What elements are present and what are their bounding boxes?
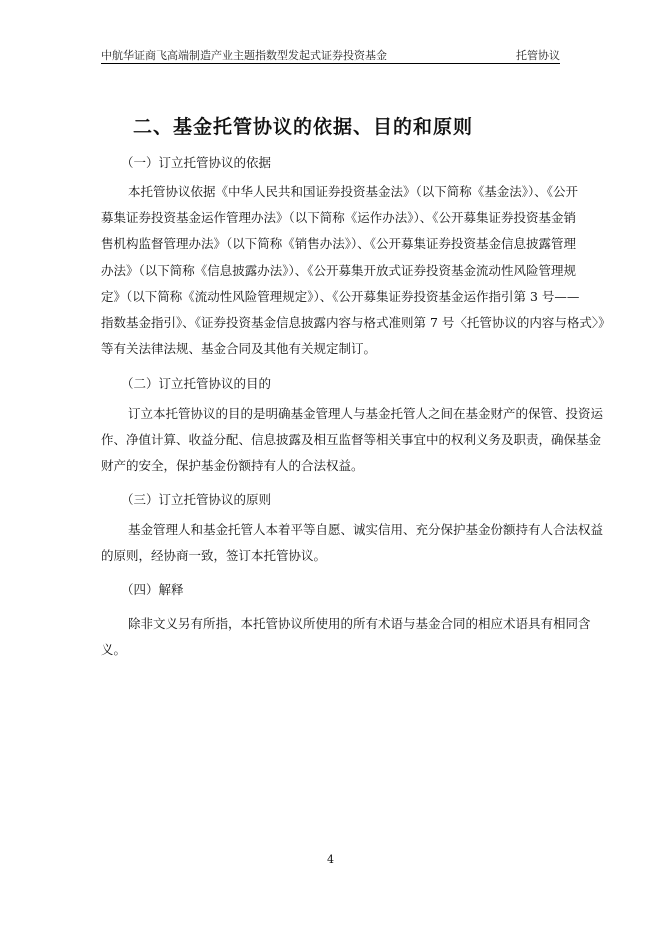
paragraph-line: 作、净值计算、收益分配、信息披露及相互监督等相关事宜中的权利义务及职责，确保基金 <box>101 432 602 447</box>
paragraph-line: 的原则，经协商一致，签订本托管协议。 <box>101 548 327 563</box>
header-fund-name: 中航华证商飞高端制造产业主题指数型发起式证券投资基金 <box>101 49 387 62</box>
paragraph-line: 订立本托管协议的目的是明确基金管理人与基金托管人之间在基金财产的保管、投资运 <box>128 406 604 421</box>
paragraph-line: 办法》（以下简称《信息披露办法》）、《公开募集开放式证券投资基金流动性风险管理规 <box>101 263 577 278</box>
paragraph-line: 指数基金指引》、《证券投资基金信息披露内容与格式准则第 7 号〈托管协议的内容与格式〉》 <box>101 315 611 330</box>
header-rule <box>101 63 560 64</box>
paragraph-line: 财产的安全，保护基金份额持有人的合法权益。 <box>101 458 364 473</box>
paragraph-line: 等有关法律法规、基金合同及其他有关规定制订。 <box>101 341 377 356</box>
page-number: 4 <box>327 853 334 866</box>
paragraph-line: 义。 <box>101 642 127 657</box>
subsection-heading: （四）解释 <box>121 582 184 597</box>
section-title: 二、基金托管协议的依据、目的和原则 <box>133 116 474 138</box>
paragraph-line: 定》（以下简称《流动性风险管理规定》）、《公开募集证券投资基金运作指引第 3 号—— <box>101 289 580 304</box>
subsection-heading: （二）订立托管协议的目的 <box>121 376 272 391</box>
paragraph-line: 售机构监督管理办法》（以下简称《销售办法》）、《公开募集证券投资基金信息披露管理 <box>101 236 577 251</box>
subsection-heading: （三）订立托管协议的原则 <box>121 492 272 507</box>
paragraph-line: 募集证券投资基金运作管理办法》（以下简称《运作办法》）、《公开募集证券投资基金销 <box>101 210 577 225</box>
paragraph-line: 基金管理人和基金托管人本着平等自愿、诚实信用、充分保护基金份额持有人合法权益 <box>128 522 604 537</box>
header-doc-type: 托管协议 <box>516 49 560 62</box>
paragraph-line: 除非文义另有所指，本托管协议所使用的所有术语与基金合同的相应术语具有相同含 <box>128 616 591 631</box>
paragraph-line: 本托管协议依据《中华人民共和国证券投资基金法》（以下简称《基金法》）、《公开 <box>128 184 579 199</box>
subsection-heading: （一）订立托管协议的依据 <box>121 155 272 170</box>
